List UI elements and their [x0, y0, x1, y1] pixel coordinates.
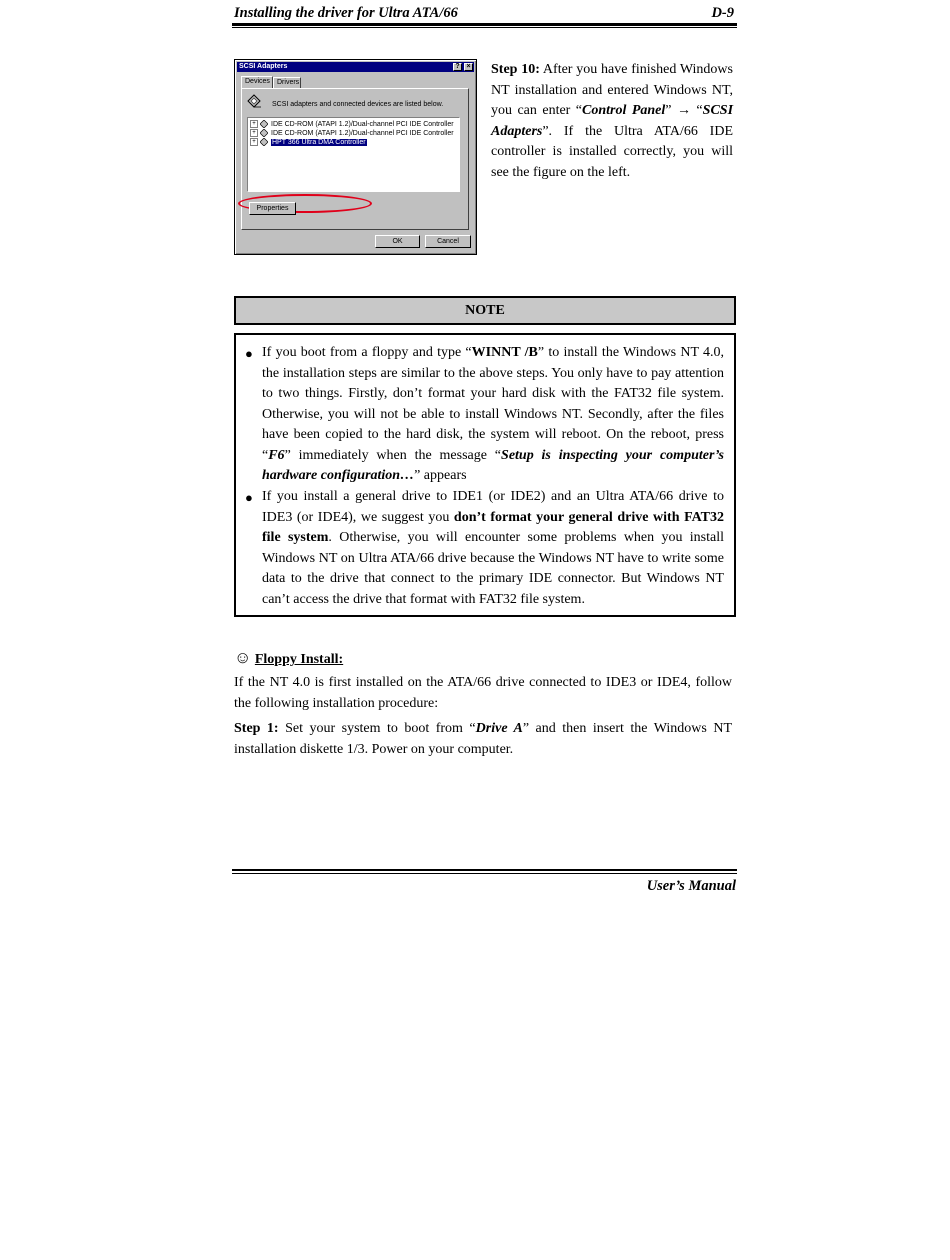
setup-message: Setup is inspecting your computer’s hardware configuration… [262, 447, 724, 483]
note-item-1 [262, 343, 724, 487]
adapter-label-selected: HPT 366 Ultra DMA Controller [272, 138, 366, 146]
adapter-list[interactable] [247, 117, 460, 192]
dialog-title: SCSI Adapters [239, 63, 288, 70]
expand-icon[interactable]: + [250, 129, 258, 137]
adapter-row-selected[interactable] [250, 138, 367, 147]
header-title: Installing the driver for Ultra ATA/66 [234, 5, 458, 21]
note-text: If you install a general drive to IDE1 (or IDE2) and an Ultra ATA/66 drive to IDE3 (or IDE4), we suggest you [262, 489, 724, 525]
help-button[interactable]: ? [453, 63, 462, 71]
adapter-row[interactable] [250, 129, 454, 138]
scsi-adapters-dialog-figure [234, 59, 477, 255]
key-text: F6 [268, 447, 285, 463]
scsi-adapters-term: SCSI Adapters [491, 103, 734, 139]
step-1-text: Set your system to boot from “ [278, 721, 476, 736]
footer-rule-thick [232, 869, 737, 871]
adapter-label: IDE CD-ROM (ATAPI 1.2)/Dual-channel PCI IDE Controller [271, 129, 454, 137]
page-footer: User’s Manual [646, 878, 736, 894]
adapter-row[interactable] [250, 120, 454, 129]
floppy-install-heading [234, 648, 343, 668]
ok-button[interactable]: OK [375, 235, 420, 248]
step-10-label: Step 10: [491, 62, 540, 77]
floppy-heading-text: Floppy Install: [254, 652, 344, 667]
command-text: WINNT /B [471, 345, 538, 360]
step-1-paragraph [234, 719, 732, 760]
step-1-text: ” and then insert the Windows NT installation diskette 1/3. Power on your computer. [234, 721, 732, 757]
adapter-icon [260, 120, 268, 128]
note-box [234, 333, 736, 617]
tab-devices[interactable]: Devices [241, 76, 273, 88]
footer-rule-thin [232, 873, 737, 874]
step-10-text: ”. If the Ultra ATA/66 IDE controller is installed correctly, you will see the figure on the left. [491, 123, 733, 180]
bullet-icon: ● [245, 490, 253, 505]
expand-icon[interactable]: + [250, 138, 258, 146]
floppy-intro-paragraph: If the NT 4.0 is first installed on the ATA/66 drive connected to IDE3 or IDE4, follow the following installation procedure: [234, 675, 732, 711]
close-button[interactable]: × [464, 63, 473, 71]
note-text: If you boot from a floppy and type “ [262, 345, 472, 360]
dialog-title-bar [237, 62, 474, 72]
step-1-label: Step 1: [234, 721, 279, 736]
adapter-icon [260, 129, 268, 137]
cancel-button[interactable]: Cancel [425, 235, 471, 248]
adapter-icon [260, 138, 268, 146]
tab-drivers[interactable]: Drivers [273, 77, 301, 88]
note-text: ” appears [414, 468, 467, 483]
control-panel-term: Control Panel [582, 103, 666, 118]
note-text: . Otherwise, you will encounter some problems when you install Windows NT on Ultra ATA/66 drive because the Windows NT have to write some data to the drive that connect to the primary IDE connector. But Windows NT can’t access the drive that format with FAT32 file system. [262, 530, 725, 607]
header-rule-thick [232, 23, 737, 26]
step-10-text: ” [665, 103, 677, 118]
step-10-text: “ [690, 103, 703, 118]
step-10-text: After you have finished Windows NT installation and entered Windows NT, you can enter “ [491, 62, 733, 118]
page-header [234, 5, 736, 25]
note-text: ” to install the Windows NT 4.0, the installation steps are similar to the above steps. You only have to pay attention to two things. Firstly, don’t format your hard disk with the FAT32 file system. Otherwise, you will not be able to install Windows NT. Secondly, after the files have been copied to the hard disk, the system will reboot. On the reboot, press “ [262, 345, 725, 463]
dialog-description: SCSI adapters and connected devices are listed below. [272, 101, 444, 108]
header-page-number: D-9 [711, 5, 734, 21]
bullet-icon: ● [245, 346, 253, 361]
note-item-2 [262, 487, 724, 610]
scsi-adapter-icon [247, 94, 261, 108]
note-heading: NOTE [234, 296, 736, 325]
header-rule-thin [232, 27, 737, 28]
note-text: ” immediately when the message “ [284, 447, 502, 463]
smiley-icon: ☺ [234, 648, 252, 667]
adapter-label: IDE CD-ROM (ATAPI 1.2)/Dual-channel PCI IDE Controller [271, 120, 454, 128]
arrow-icon: → [676, 103, 691, 118]
properties-button[interactable]: Properties [249, 202, 296, 215]
step-10-paragraph [491, 60, 733, 183]
drive-a-term: Drive A [475, 721, 523, 736]
note-bold-warning: don’t format your general drive with FAT32 file system [262, 509, 724, 545]
expand-icon[interactable]: + [250, 120, 258, 128]
